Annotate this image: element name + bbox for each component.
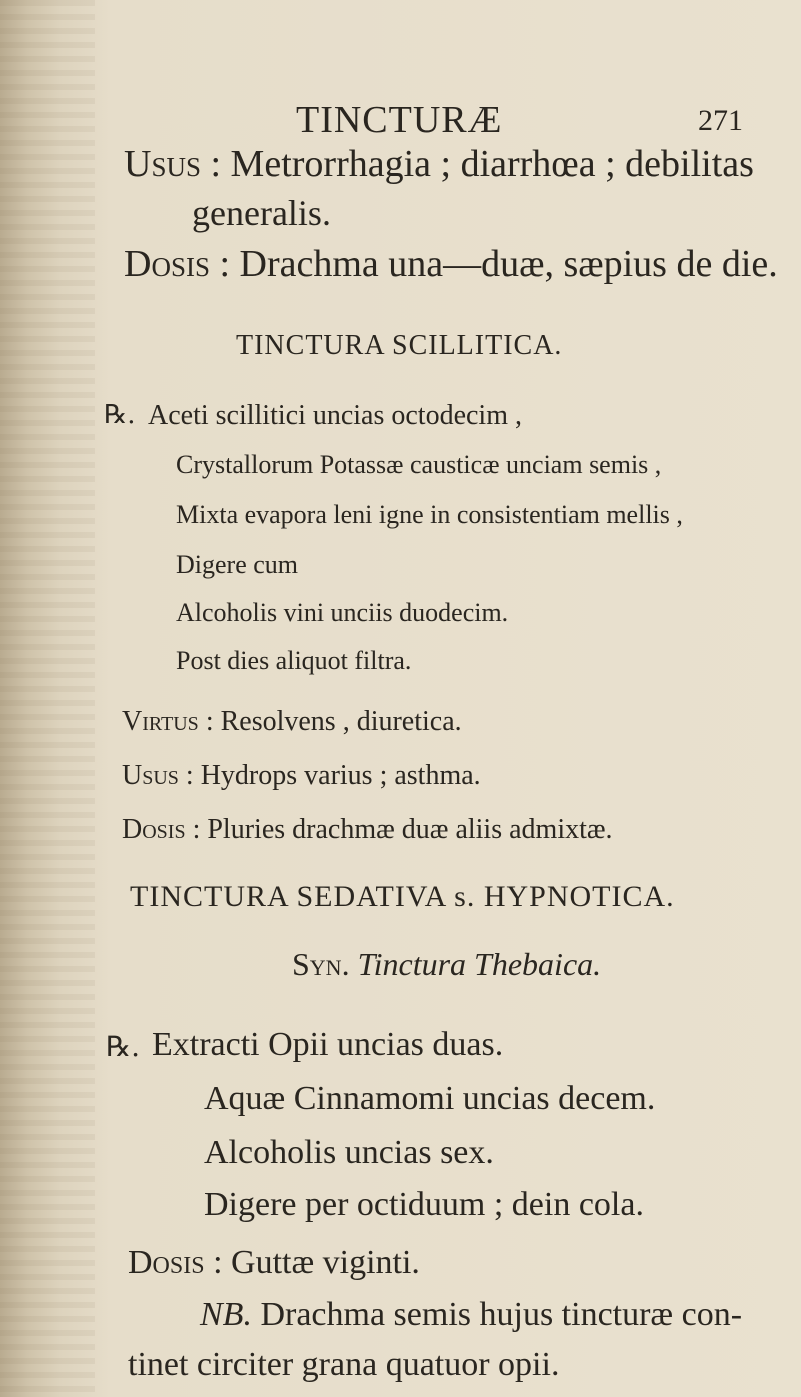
recipe-line: Alcoholis vini unciis duodecim. <box>176 598 509 627</box>
usus-line <box>124 142 754 186</box>
nota-bene-label: NB. <box>200 1296 252 1333</box>
dosis-line <box>128 1244 420 1282</box>
recipe-line: Crystallorum Potassæ causticæ unciam semis , <box>176 450 662 479</box>
recipe-line: Alcoholis uncias sex. <box>204 1134 494 1171</box>
dosis-label: Dosis <box>124 243 210 285</box>
section-title-scillitica: TINCTURA SCILLITICA. <box>236 330 563 361</box>
dosis-label: Dosis <box>122 814 186 845</box>
usus-text: : Hydrops varius ; asthma. <box>185 760 481 791</box>
recipe-line: Extracti Opii uncias duas. <box>152 1026 504 1063</box>
recipe-line: Digere cum <box>176 550 299 579</box>
usus-label: Usus <box>124 143 201 185</box>
usus-continuation: generalis. <box>192 193 331 233</box>
synonym-label: Syn. <box>292 946 350 982</box>
page-number: 271 <box>698 104 743 137</box>
synonym-line <box>292 946 601 983</box>
dosis-line <box>124 242 778 286</box>
nota-bene-line <box>200 1296 742 1334</box>
virtus-text: : Resolvens , diuretica. <box>205 706 462 737</box>
nota-bene-continuation: tinet circiter grana quatuor opii. <box>128 1346 560 1383</box>
dosis-text: : Pluries drachmæ duæ aliis admixtæ. <box>192 814 613 845</box>
virtus-label: Virtus <box>122 706 199 737</box>
usus-label: Usus <box>122 760 179 791</box>
nota-bene-text: Drachma semis hujus tincturæ con- <box>260 1296 743 1333</box>
usus-text: : Metrorrhagia ; diarrhœa ; debilitas <box>210 143 754 185</box>
recipe-line: Post dies aliquot filtra. <box>176 646 412 675</box>
recipe-line: Digere per octiduum ; dein cola. <box>204 1186 644 1223</box>
recipe-symbol: ℞. <box>106 1030 141 1063</box>
recipe-line: Aquæ Cinnamomi uncias decem. <box>204 1080 656 1117</box>
section-title-sedativa: TINCTURA SEDATIVA s. HYPNOTICA. <box>130 880 675 913</box>
recipe-line: Aceti scillitici uncias octodecim , <box>148 400 522 431</box>
recipe-line: Mixta evapora leni igne in consistentiam mellis , <box>176 500 683 529</box>
synonym-text: Tinctura Thebaica. <box>357 946 602 982</box>
virtus-line <box>122 706 462 738</box>
recipe-symbol: ℞. <box>104 400 136 430</box>
dosis-label: Dosis <box>128 1244 205 1281</box>
dosis-text: : Drachma una—duæ, sæpius de die. <box>219 243 778 285</box>
dosis-text: : Guttæ viginti. <box>213 1244 420 1281</box>
dosis-line <box>122 814 613 846</box>
running-head-title: TINCTURÆ <box>296 99 503 141</box>
page-edge-stain <box>0 0 95 1397</box>
usus-line <box>122 760 481 792</box>
